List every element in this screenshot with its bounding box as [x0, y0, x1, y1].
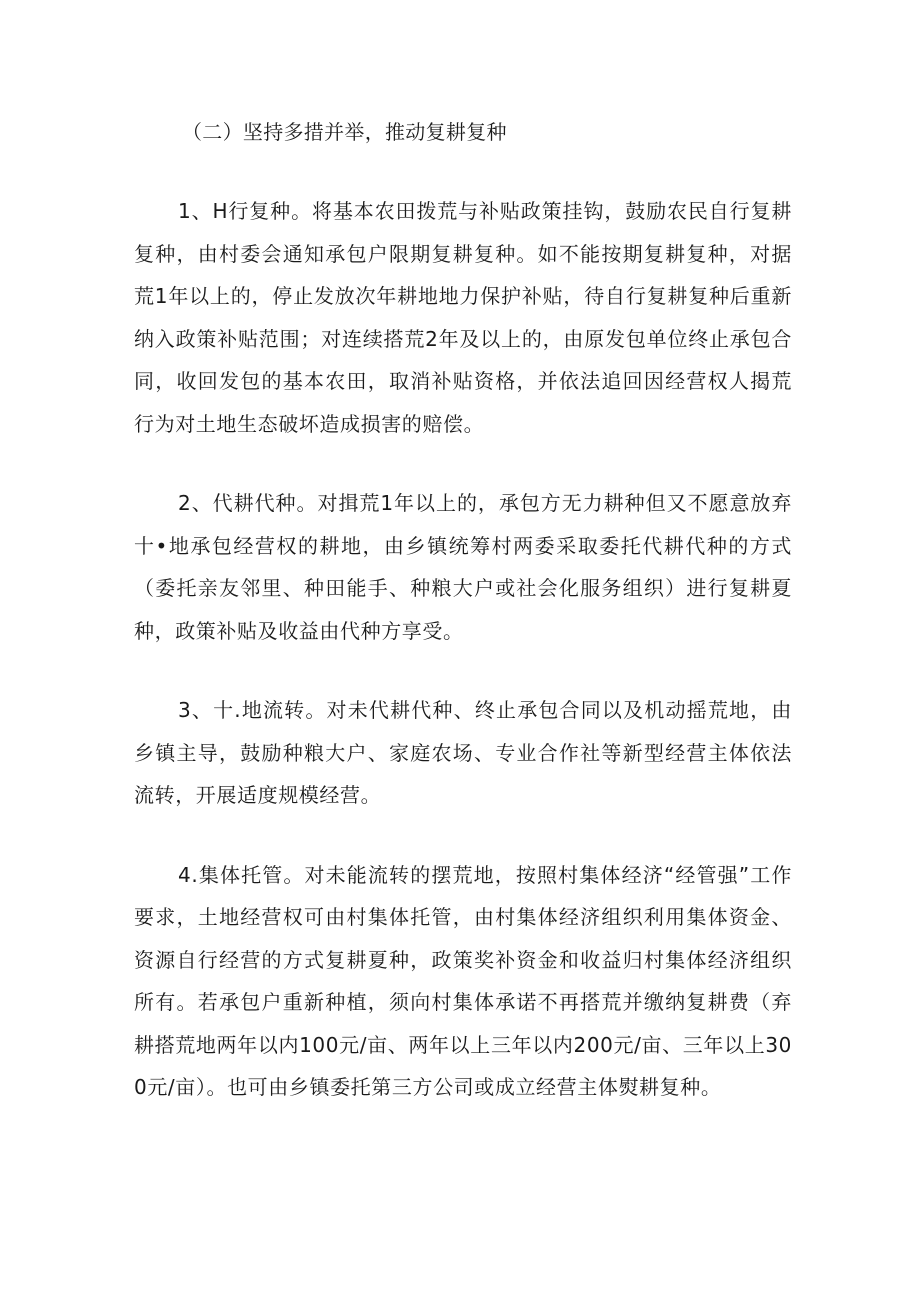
paragraph-3: 3、十.地流转。对未代耕代种、终止承包合同以及机动摇荒地，由乡镇主导，鼓励种粮大户、家庭农场、专业合作社等新型经营主体依法流转，开展适度规模经营。	[134, 698, 792, 807]
paragraph-1: 1、H行复种。将基本农田拨荒与补贴政策挂钩，鼓励农民自行复耕复种，由村委会通知承包户限期复耕复种。如不能按期复耕复种，对据荒1年以上的，停止发放次年耕地地力保护补贴，待自行复耕复种后重新纳入政策补贴范围；对连续搭荒2年及以上的，由原发包单位终止承包合同，收回发包的基本农田，取消补贴资格，并依法追回因经营权人揭荒行为对土地生态破坏造成损害的赔偿。	[134, 199, 792, 436]
paragraph-4: 4.集体托管。对未能流转的摆荒地，按照村集体经济“经管强”工作要求，土地经营权可由村集体托管，由村集体经济组织利用集体资金、资源自行经营的方式复耕夏种，政策奖补资金和收益归村集体经济组织所有。若承包户重新种植，须向村集体承诺不再搭荒并缴纳复耕费（弃耕搭荒地两年以内100元/亩、两年以上三年以内200元/亩、三年以上300元/亩）。也可由乡镇委托第三方公司或成立经营主体熨耕复种。	[134, 862, 792, 1099]
section-heading: （二）坚持多措并举，推动复耕复种	[182, 120, 507, 144]
paragraph-2: 2、代耕代种。对揖荒1年以上的，承包方无力耕种但又不愿意放弃十•地承包经营权的耕地，由乡镇统筹村两委采取委托代耕代种的方式（委托亲友邻里、种田能手、种粮大户或社会化服务组织）进行复耕夏种，政策补贴及收益由代种方享受。	[134, 491, 792, 643]
